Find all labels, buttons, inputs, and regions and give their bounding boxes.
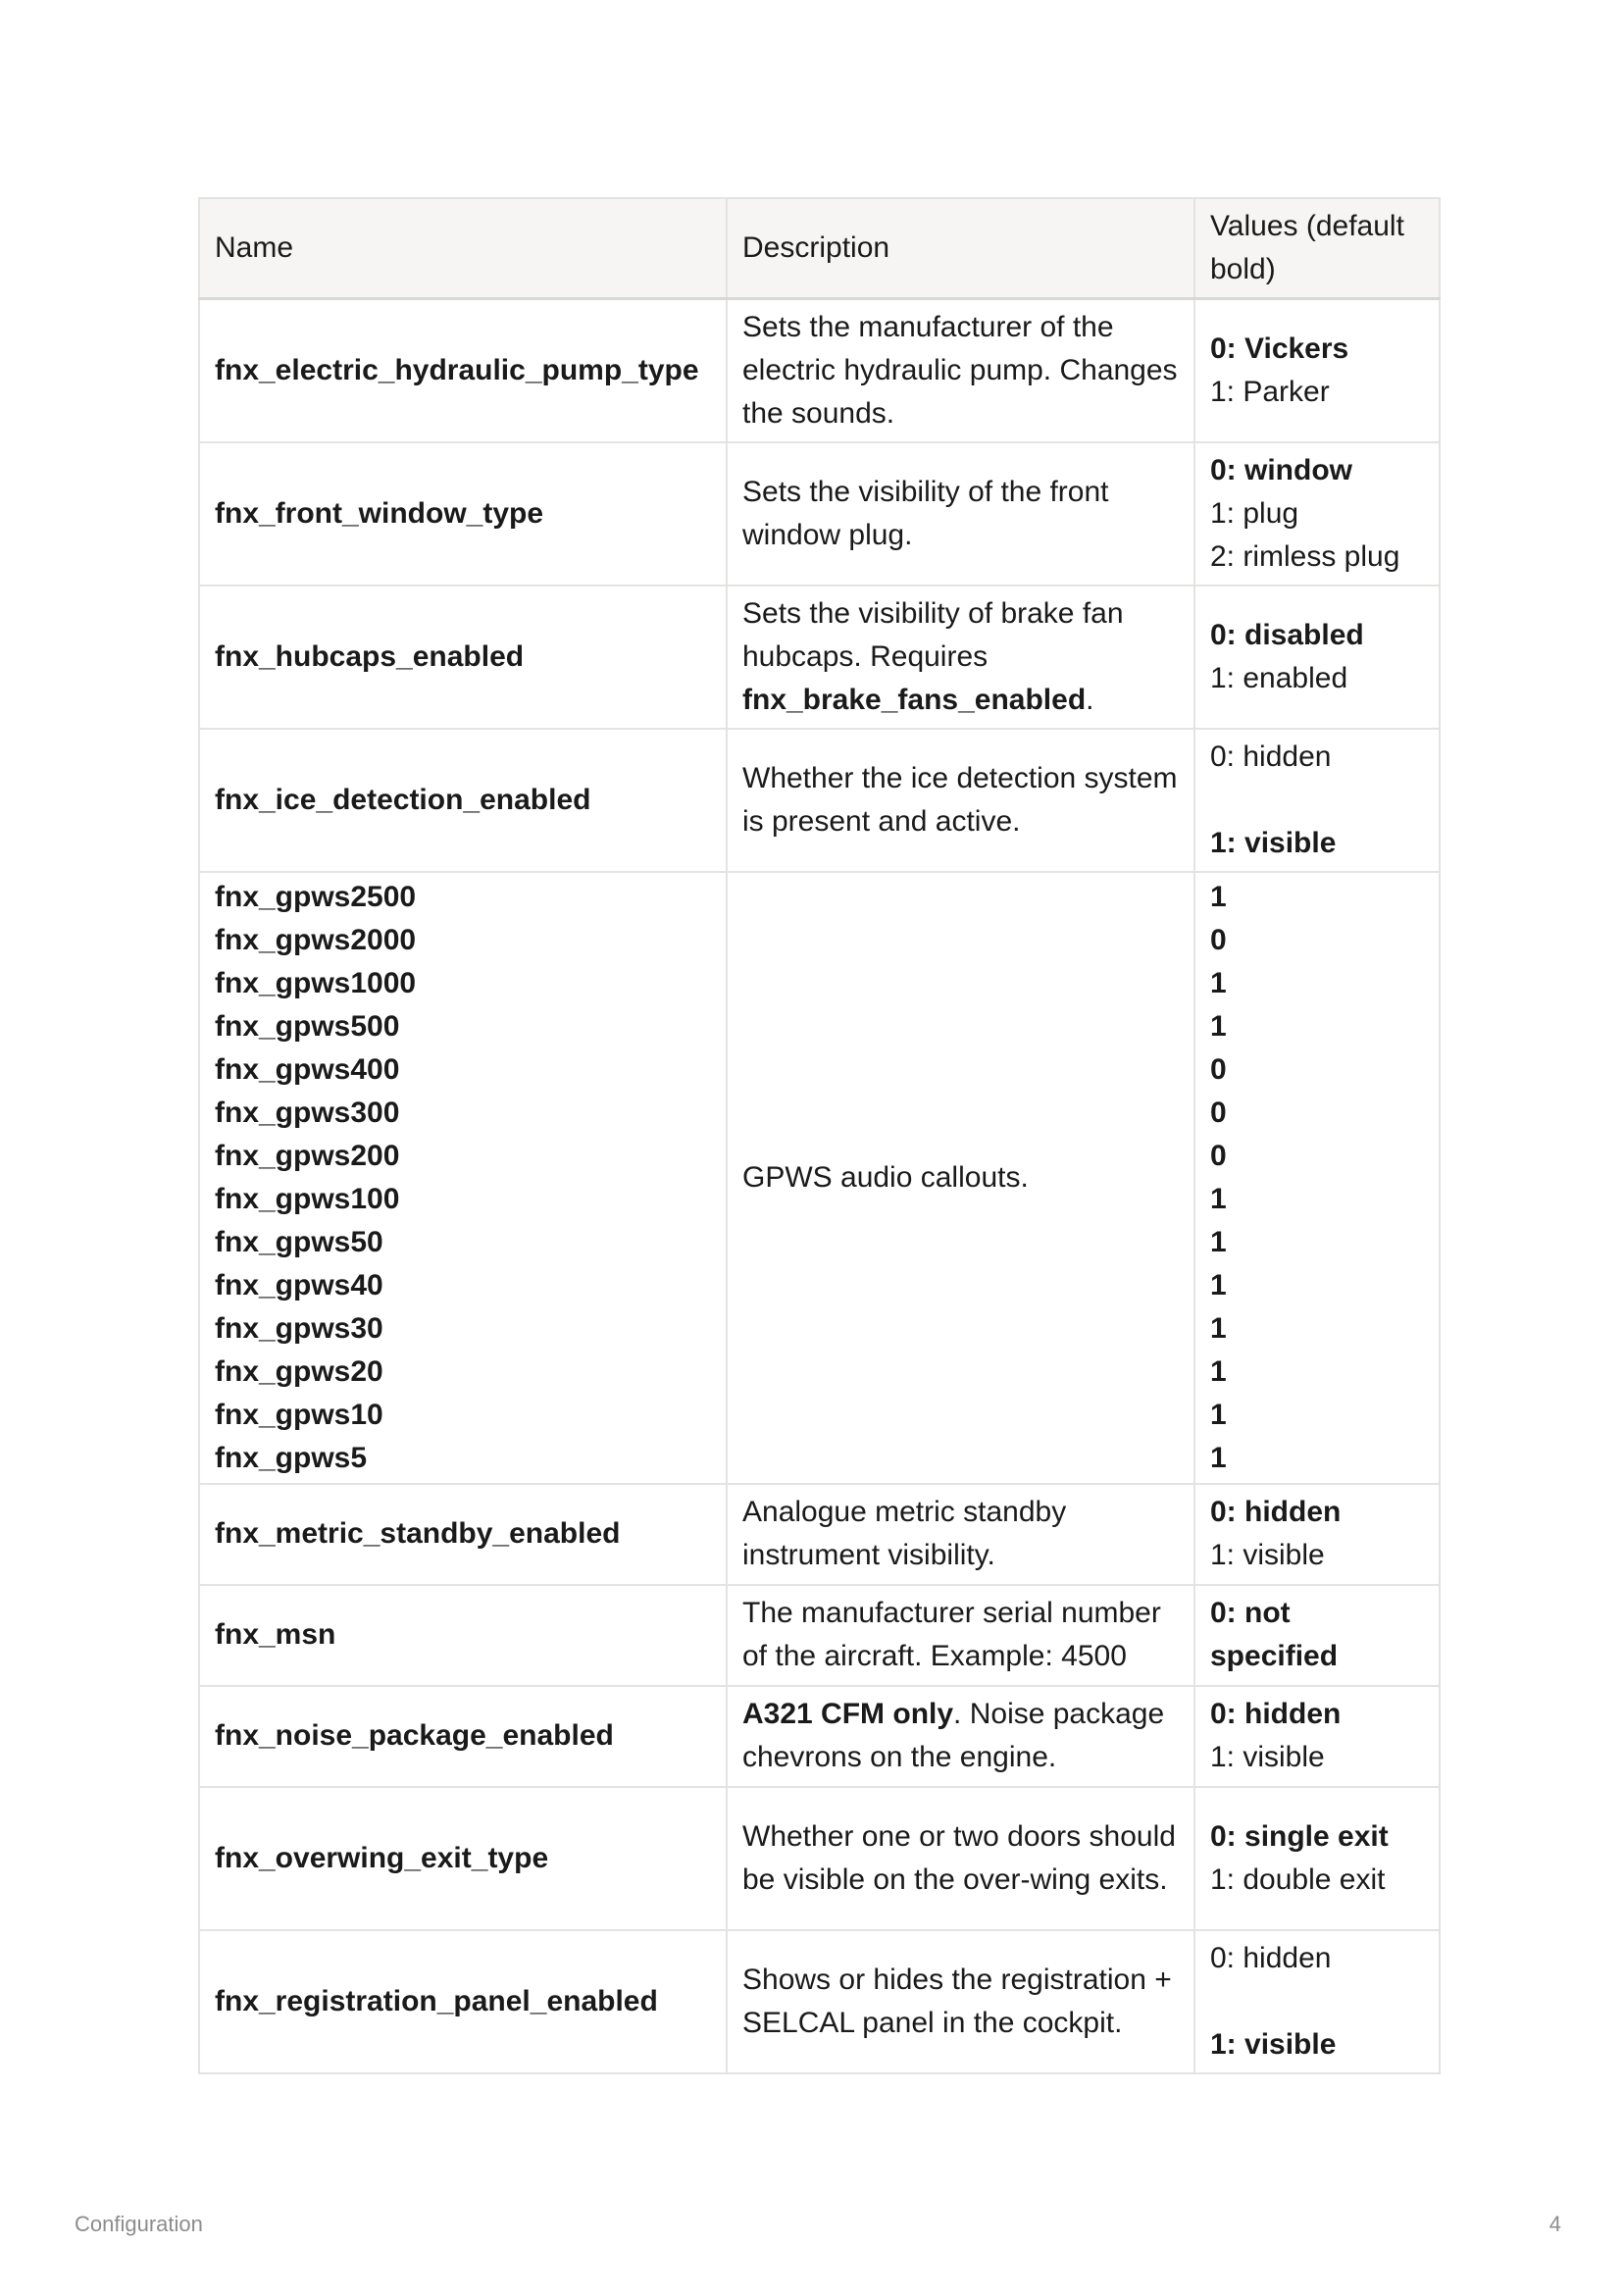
default-value: 0: [1210, 1139, 1227, 1172]
description-text: A321 CFM only: [742, 1698, 954, 1730]
setting-values-cell: [1194, 586, 1440, 729]
setting-description-cell: [727, 872, 1194, 1484]
setting-name: fnx_msn: [215, 1618, 336, 1651]
setting-name: fnx_hubcaps_enabled: [215, 639, 525, 673]
setting-name: fnx_metric_standby_enabled: [215, 1517, 621, 1550]
setting-name: fnx_gpws2000: [215, 923, 417, 956]
value-option: 1: visible: [1210, 1539, 1325, 1571]
value-option: 1: double exit: [1210, 1862, 1386, 1896]
setting-name: fnx_gpws200: [215, 1139, 400, 1172]
default-value: 1: [1210, 966, 1227, 999]
table-row: [199, 442, 1440, 586]
setting-values-cell: [1194, 1585, 1440, 1686]
setting-values-cell: [1194, 1787, 1440, 1930]
setting-values-cell: [1194, 299, 1440, 442]
description-text: fnx_brake_fans_enabled: [742, 683, 1087, 716]
table-row: [199, 729, 1440, 872]
description-text: .: [1086, 683, 1094, 716]
header-values: Values (default bold): [1194, 198, 1440, 299]
setting-name: fnx_gpws10: [215, 1398, 383, 1431]
footer-section-title: Configuration: [75, 2212, 203, 2236]
setting-name: fnx_overwing_exit_type: [215, 1841, 549, 1874]
setting-name: fnx_ice_detection_enabled: [215, 783, 591, 816]
setting-name: fnx_gpws30: [215, 1311, 383, 1345]
setting-name: fnx_gpws40: [215, 1268, 383, 1301]
table-row: [199, 1930, 1440, 2073]
setting-name: fnx_gpws100: [215, 1182, 400, 1215]
value-option: 1: visible: [1210, 1741, 1325, 1773]
value-option: 1: enabled: [1210, 661, 1348, 694]
setting-name: fnx_gpws2500: [215, 880, 417, 913]
setting-name-cell: [199, 729, 727, 872]
value-option: 0: hidden: [1210, 740, 1332, 773]
description-text: Analogue metric standby instrument visibility.: [742, 1496, 1067, 1571]
header-name: Name: [199, 198, 727, 299]
value-option: 0: hidden: [1210, 1941, 1332, 1974]
default-value: 0: hidden: [1210, 1698, 1342, 1730]
setting-name: fnx_gpws20: [215, 1354, 383, 1388]
table-body: [199, 299, 1440, 2073]
setting-values-cell: [1194, 729, 1440, 872]
description-text: Sets the visibility of brake fan hubcaps. Requires: [742, 596, 1124, 673]
footer-page-number: 4: [1548, 2212, 1561, 2236]
header-description: Description: [727, 198, 1194, 299]
default-value: 1: [1210, 1441, 1227, 1474]
setting-name: fnx_gpws300: [215, 1096, 400, 1129]
default-value: 1: [1210, 1268, 1227, 1301]
setting-name-cell: [199, 299, 727, 442]
default-value: 0: Vickers: [1210, 332, 1349, 365]
setting-name-cell: [199, 1585, 727, 1686]
table-row: [199, 586, 1440, 729]
setting-name: fnx_electric_hydraulic_pump_type: [215, 353, 699, 386]
default-value: 0: window: [1210, 453, 1352, 486]
setting-name: fnx_gpws1000: [215, 966, 417, 999]
value-spacer: [1210, 779, 1424, 822]
setting-description-cell: [727, 1686, 1194, 1787]
setting-description-cell: [727, 1930, 1194, 2073]
default-value: 0: single exit: [1210, 1819, 1389, 1853]
setting-name: fnx_gpws50: [215, 1225, 383, 1258]
description-text: Whether one or two doors should be visible on the over-wing exits.: [742, 1819, 1176, 1896]
default-value: 1: [1210, 1311, 1227, 1345]
default-value: 0: [1210, 1096, 1227, 1129]
table-row: [199, 872, 1440, 1484]
table-row: [199, 1585, 1440, 1686]
setting-name-cell: [199, 1484, 727, 1585]
setting-description-cell: [727, 442, 1194, 586]
setting-name-cell: [199, 1787, 727, 1930]
default-value: 1: [1210, 1225, 1227, 1258]
description-text: Sets the visibility of the front window plug.: [742, 475, 1109, 551]
setting-description-cell: [727, 729, 1194, 872]
setting-values-cell: [1194, 1686, 1440, 1787]
value-option: 2: rimless plug: [1210, 539, 1400, 573]
value-option: 1: plug: [1210, 496, 1299, 530]
setting-description-cell: [727, 1585, 1194, 1686]
setting-description-cell: [727, 1787, 1194, 1930]
default-value: 1: [1210, 1354, 1227, 1388]
default-value: 0: disabled: [1210, 618, 1364, 651]
setting-name: fnx_gpws500: [215, 1009, 400, 1043]
setting-name-cell: [199, 1686, 727, 1787]
description-text: Whether the ice detection system is present and active.: [742, 761, 1178, 838]
setting-values-cell: [1194, 442, 1440, 586]
table-row: [199, 1787, 1440, 1930]
setting-name: fnx_front_window_type: [215, 496, 544, 530]
setting-name-cell: [199, 872, 727, 1484]
setting-values-cell: [1194, 1484, 1440, 1585]
table-row: [199, 299, 1440, 442]
setting-values-cell: [1194, 872, 1440, 1484]
description-text: . Noise package chevrons on the engine.: [742, 1698, 1165, 1773]
default-value: 1: visible: [1210, 2027, 1337, 2061]
description-text: Shows or hides the registration + SELCAL panel in the cockpit.: [742, 1963, 1172, 2039]
default-value: 0: hidden: [1210, 1496, 1342, 1528]
description-text: GPWS audio callouts.: [742, 1160, 1029, 1194]
setting-name: fnx_noise_package_enabled: [215, 1719, 614, 1752]
default-value: 0: not specified: [1210, 1597, 1339, 1672]
default-value: 1: [1210, 1182, 1227, 1215]
setting-description-cell: [727, 1484, 1194, 1585]
setting-name: fnx_registration_panel_enabled: [215, 1984, 658, 2017]
setting-name: fnx_gpws5: [215, 1441, 368, 1474]
default-value: 1: [1210, 880, 1227, 913]
table-row: [199, 1484, 1440, 1585]
description-text: Sets the manufacturer of the electric hydraulic pump. Changes the sounds.: [742, 310, 1178, 430]
value-spacer: [1210, 1980, 1424, 2023]
table-row: [199, 1686, 1440, 1787]
default-value: 1: [1210, 1398, 1227, 1431]
setting-name: fnx_gpws400: [215, 1052, 400, 1086]
setting-description-cell: [727, 586, 1194, 729]
configuration-table: [198, 197, 1441, 2074]
default-value: 0: [1210, 923, 1227, 956]
setting-name-cell: [199, 1930, 727, 2073]
default-value: 0: [1210, 1052, 1227, 1086]
default-value: 1: visible: [1210, 826, 1337, 859]
setting-name-cell: [199, 442, 727, 586]
default-value: 1: [1210, 1009, 1227, 1043]
value-option: 1: Parker: [1210, 375, 1330, 408]
description-text: The manufacturer serial number of the aircraft. Example: 4500: [742, 1597, 1161, 1672]
setting-values-cell: [1194, 1930, 1440, 2073]
setting-name-cell: [199, 586, 727, 729]
setting-description-cell: [727, 299, 1194, 442]
table-header-row: [199, 198, 1440, 299]
